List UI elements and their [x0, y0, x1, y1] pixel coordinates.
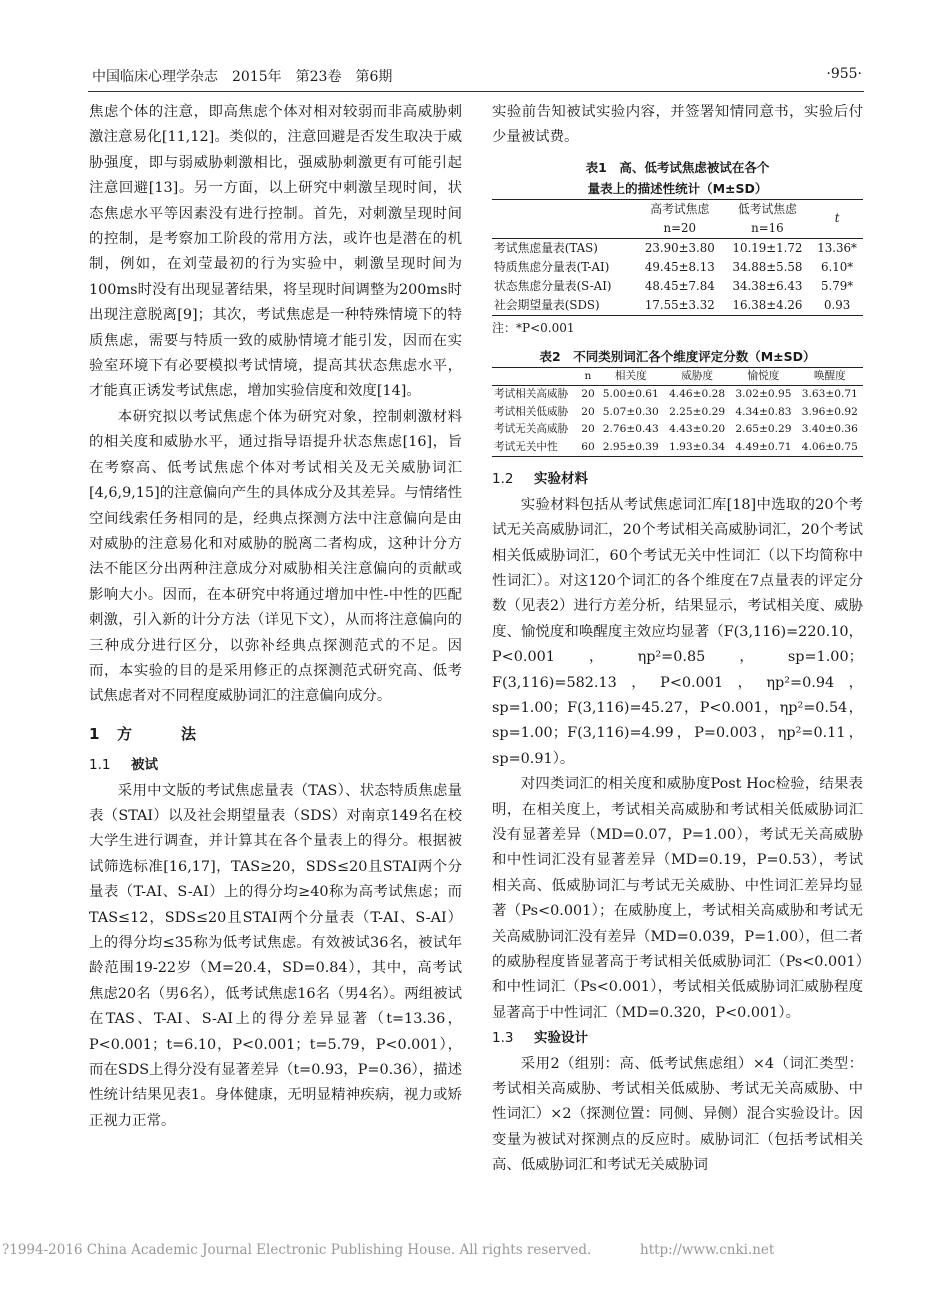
table2-header: n	[578, 367, 597, 386]
table-cell: 2.25±0.29	[669, 405, 726, 418]
paragraph: 对四类词汇的相关度和威胁度Post Hoc检验，结果表明，在相关度上，考试相关高威胁和考试相关低威胁词汇没有显著差异（MD=0.07，P=1.00），考试无关高威胁和中性词汇没有显著差异（MD=0.19，P=0.53），考试相关高、低威胁词汇与考试无关威胁、中性词汇差异均显著（Ps<0.001）；在威胁度上，考试相关高威胁和考试无关高威胁词汇没有差异（MD=0.039，P=1.00），但二者的威胁程度皆显著高于考试相关低威胁词汇（Ps<0.001）和中性词汇（Ps<0.001），考试相关低威胁词汇威胁程度显著高于中性词汇（MD=0.320，P<0.001）。	[492, 776, 863, 1021]
section-title-part: 法	[181, 724, 197, 743]
table-cell: 48.45±7.84	[644, 278, 715, 293]
table-cell: 10.19±1.72	[732, 240, 803, 255]
paragraph: 本研究拟以考试焦虑个体为研究对象，控制刺激材料的相关度和威胁水平，通过指导语提升状态焦虑[16]，旨在考察高、低考试焦虑个体对考试相关及无关威胁词汇[4,6,9,15]的注意偏向产生的具体成分及其差异。与情绪性空间线索任务相同的是，经典点探测方法中注意偏向是由对威胁的注意易化和对威胁的脱离二者构成，这种计分方法不能区分出两种注意成分对威胁相关注意偏向的贡献或影响大小。因而，在本研究中将通过增加中性-中性的匹配刺激，引入新的计分方法（详见下文），从而将注意偏向的三种成分进行区分，以弥补经典点探测范式的不足。因而，本实验的目的是采用修正的点探测范式研究高、低考试焦虑者对不同程度威胁词汇的注意偏向成分。	[89, 408, 462, 705]
paragraph: 采用中文版的考试焦虑量表（TAS）、状态特质焦虑量表（STAI）以及社会期望量表（SDS）对南京149名在校大学生进行调查，并计算其在各个量表上的得分。根据被试筛选标准[16,17]，TAS≥20，SDS≤20且STAI两个分量表（T-AI、S-AI）上的得分均≥40称为高考试焦虑；而TAS≤12，SDS≤20且STAI两个分量表（T-AI、S-AI）上的得分均≤35称为低考试焦虑。有效被试36名，被试年龄范围19-22岁（M=20.4，SD=0.84），其中，高考试焦虑20名（男6名），低考试焦虑16名（男4名）。两组被试在TAS、T-AI、S-AI上的得分差异显著（t=13.36，P<0.001；t=6.10，P<0.001；t=5.79，P<0.001），而在SDS上得分没有显著差异（t=0.93，P=0.36），描述性统计结果见表1。身体健康，无明显精神疾病，视力或矫正视力正常。	[89, 782, 462, 1129]
table-cell: 1.93±0.34	[664, 439, 730, 457]
table-cell: 3.96±0.92	[801, 405, 858, 418]
table-row	[492, 421, 863, 439]
table2-header	[492, 367, 578, 386]
table1-note: 注：*P<0.001	[492, 320, 575, 335]
subsection-heading	[492, 467, 863, 492]
subsection-heading	[89, 753, 462, 778]
table-cell: 4.46±0.28	[669, 388, 726, 401]
table-cell: 0.93	[811, 296, 863, 316]
table-cell: 34.88±5.58	[732, 259, 803, 274]
table-cell: 4.49±0.71	[730, 439, 796, 457]
table-cell: 5.07±0.30	[602, 405, 659, 418]
table-cell: 考试相关低威胁	[494, 405, 569, 418]
table-row	[492, 258, 863, 277]
table1-caption	[492, 157, 863, 199]
table1-header: 低考试焦虑	[724, 199, 812, 219]
table-row	[492, 238, 863, 258]
header-rule	[88, 91, 864, 92]
table2-caption: 表2 不同类别词汇各个维度评定分数（M±SD）	[539, 348, 816, 364]
table1-header: n=16	[724, 219, 812, 239]
table-cell: 16.38±4.26	[724, 296, 812, 316]
subsection-heading	[492, 1026, 863, 1051]
table-cell: 考试相关高威胁	[494, 388, 569, 401]
section-title-part: 方	[117, 724, 133, 743]
table-cell: 4.43±0.20	[669, 423, 726, 436]
table1-header: 高考试焦虑	[636, 199, 724, 219]
paragraph: 实验材料包括从考试焦虑词汇库[18]中选取的20个考试无关高威胁词汇，20个考试相关高威胁词汇，20个考试相关低威胁词汇，60个考试无关中性词汇（以下均简称中性词汇）。对这120个词汇的各个维度在7点量表的评定分数（见表2）进行方差分析，结果显示，考试相关度、威胁度、愉悦度和唤醒度主效应均显著（F(3,116)=220.10，P<0.001，ηp²=0.85，sp=1.00；F(3,116)=582.13，P<0.001，ηp²=0.94，sp=1.00；F(3,116)=45.27，P<0.001，ηp²=0.54，sp=1.00；F(3,116)=4.99，P=0.003，ηp²=0.11，sp=0.91）。	[492, 496, 863, 767]
table2-header: 相关度	[598, 367, 664, 386]
table-cell: 3.02±0.95	[735, 388, 792, 401]
table-row	[492, 386, 863, 404]
left-column	[89, 100, 462, 1134]
table-cell: 34.38±6.43	[732, 278, 803, 293]
table-cell: 5.79*	[821, 278, 854, 293]
subsection-number: 1.2	[492, 471, 514, 488]
table-cell: 20	[581, 388, 595, 401]
table-cell: 49.45±8.13	[644, 259, 715, 274]
journal-info: 中国临床心理学杂志 2015年 第23卷 第6期	[92, 69, 393, 85]
table-cell: 考试焦虑量表(TAS)	[494, 240, 598, 255]
table1	[492, 199, 863, 316]
table-cell: 4.06±0.75	[797, 439, 863, 457]
table2-header: 威胁度	[664, 367, 730, 386]
running-header	[92, 66, 862, 86]
table-cell: 3.63±0.71	[801, 388, 858, 401]
table1-header-empty	[492, 199, 636, 219]
table1-caption-line: 量表上的描述性统计（M±SD）	[587, 180, 768, 196]
table-cell: 20	[581, 423, 595, 436]
subsection-title: 被试	[131, 757, 158, 774]
subsection-title: 实验设计	[534, 1030, 588, 1047]
table1-header: n=20	[636, 219, 724, 239]
subsection-number: 1.1	[89, 757, 111, 774]
table-cell: 考试无关高威胁	[494, 423, 569, 436]
table-cell: 17.55±3.32	[636, 296, 724, 316]
table-cell: 23.90±3.80	[644, 240, 715, 255]
section-heading	[89, 722, 462, 747]
table1-caption-line: 表1 高、低考试焦虑被试在各个	[585, 159, 770, 175]
paragraph: 实验前告知被试实验内容，并签署知情同意书，实验后付少量被试费。	[492, 104, 863, 146]
table-cell: 考试无关中性	[492, 439, 578, 457]
table-row	[492, 277, 863, 296]
subsection-number: 1.3	[492, 1030, 514, 1047]
table-cell: 2.95±0.39	[598, 439, 664, 457]
copyright-notice: ?1994-2016 China Academic Journal Electronic Publishing House. All rights reserved.	[2, 1242, 592, 1258]
table-cell: 社会期望量表(SDS)	[492, 296, 636, 316]
footer-link[interactable]: http://www.cnki.net	[640, 1242, 775, 1258]
table-cell: 5.00±0.61	[602, 388, 659, 401]
table-row	[492, 439, 863, 457]
right-column	[492, 100, 863, 1179]
table-cell: 13.36*	[817, 240, 857, 255]
table-cell: 2.76±0.43	[602, 423, 659, 436]
table-row	[492, 296, 863, 316]
page-number: ·955·	[826, 66, 862, 82]
paragraph: 焦虑个体的注意，即高焦虑个体对相对较弱而非高威胁刺激注意易化[11,12]。类似的，注意回避是否发生取决于威胁强度，即与弱威胁刺激相比，强威胁刺激更有可能引起注意回避[13]。另一方面，以上研究中刺激呈现时间，状态焦虑水平等因素没有进行控制。首先，对刺激呈现时间的控制，是考察加工阶段的常用方法，或许也是潜在的机制，例如，在刘莹最初的行为实验中，刺激呈现时间为100ms时没有出现显著结果，将呈现时间调整为200ms时出现注意脱离[9]；其次，考试焦虑是一种特殊情境下的特质焦虑，需要与特质一致的威胁情境才能引发，因而在实验室环境下有必要模拟考试情境，提高其状态焦虑水平，才能真正诱发考试焦虑，增加实验信度和效度[14]。	[89, 104, 462, 400]
section-number: 1	[89, 724, 100, 743]
subsection-title: 实验材料	[534, 471, 588, 488]
table-cell: 6.10*	[821, 259, 854, 274]
table-cell: 60	[578, 439, 597, 457]
table-cell: 20	[581, 405, 595, 418]
table-row	[492, 404, 863, 422]
table-cell: 3.40±0.36	[801, 423, 858, 436]
table-cell: 2.65±0.29	[735, 423, 792, 436]
table2-header: 愉悦度	[730, 367, 796, 386]
table-cell: 特质焦虑分量表(T-AI)	[494, 259, 610, 274]
paragraph: 采用2（组别：高、低考试焦虑组）×4（词汇类型：考试相关高威胁、考试相关低威胁、考试无关高威胁、中性词汇）×2（探测位置：同侧、异侧）混合实验设计。因变量为被试对探测点的反应时。威胁词汇（包括考试相关高、低威胁词汇和考试无关威胁词	[492, 1055, 863, 1174]
table1-header-empty	[492, 219, 636, 239]
table2-header: 唤醒度	[797, 367, 863, 386]
table1-header: t	[811, 199, 863, 238]
table-cell: 4.34±0.83	[735, 405, 792, 418]
table2	[492, 367, 863, 458]
table-cell: 状态焦虑分量表(S-AI)	[494, 278, 612, 293]
